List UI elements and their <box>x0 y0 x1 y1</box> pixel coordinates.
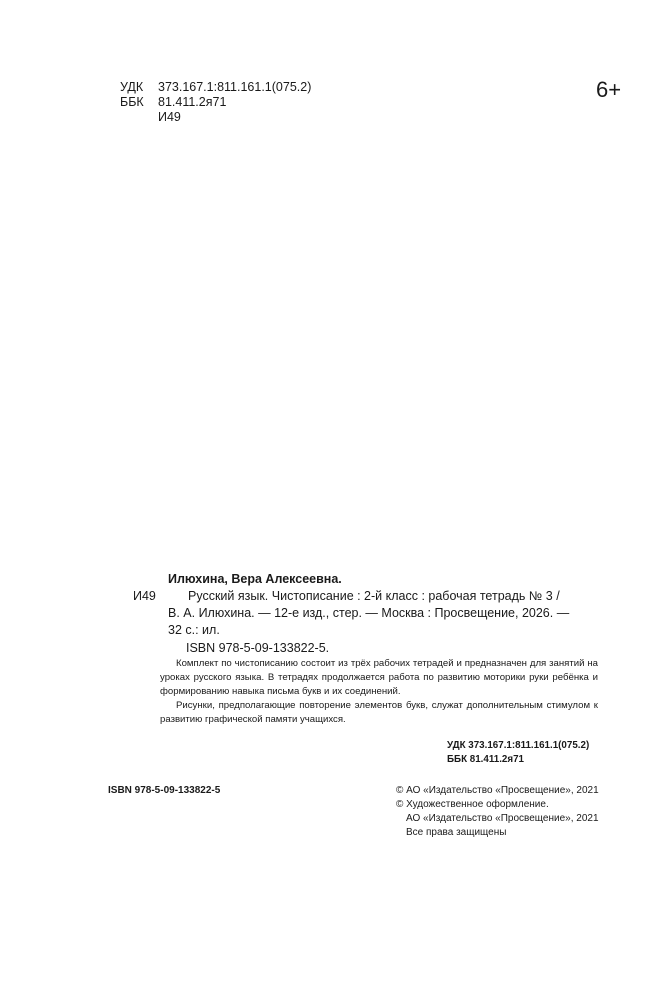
card-classification <box>447 739 598 767</box>
footer-isbn: ISBN 978-5-09-133822-5 <box>108 785 221 796</box>
udk-value: 373.167.1:811.161.1(075.2) <box>158 80 312 94</box>
footer <box>108 784 598 840</box>
card-annotation <box>160 657 598 727</box>
copyright-block <box>396 784 598 840</box>
annotation-paragraph: Комплект по чистописанию состоит из трёх рабочих тетрадей и предназначен для занятий на уроках русского языка. В тетрадях продолжается работа по развитию моторики руки ребёнка и формированию навыка письма букв и их соединений. <box>160 658 598 697</box>
author-mark: И49 <box>158 110 181 124</box>
age-rating: 6+ <box>596 77 622 102</box>
title-line: Русский язык. Чистописание : 2-й класс : рабочая тетрадь № 3 / <box>188 589 560 603</box>
copyright-line: © АО «Издательство «Просвещение», 2021 <box>396 785 599 796</box>
title-line: В. А. Илюхина. — 12-е изд., стер. — Москва : Просвещение, 2026. — <box>168 606 570 620</box>
classification-header <box>120 80 311 125</box>
card-bbk: ББК 81.411.2я71 <box>447 754 524 765</box>
copyright-line: АО «Издательство «Просвещение», 2021 <box>406 813 599 824</box>
catalogue-card <box>108 571 598 840</box>
copyright-line: Все права защищены <box>406 827 507 838</box>
card-udk: УДК 373.167.1:811.161.1(075.2) <box>447 740 590 751</box>
title-line: 32 с.: ил. <box>168 623 220 637</box>
annotation-paragraph: Рисунки, предполагающие повторение элементов букв, служат дополнительным стимулом к развитию графической памяти учащихся. <box>160 700 598 725</box>
copyright-line: © Художественное оформление. <box>396 799 549 810</box>
card-author-mark: И49 <box>133 589 156 603</box>
udk-label: УДК <box>120 80 144 94</box>
bbk-value: 81.411.2я71 <box>158 95 227 109</box>
card-title <box>168 588 598 639</box>
card-author: Илюхина, Вера Алексеевна. <box>168 572 342 586</box>
card-isbn: ISBN 978-5-09-133822-5. <box>186 641 330 655</box>
bbk-label: ББК <box>120 95 144 109</box>
